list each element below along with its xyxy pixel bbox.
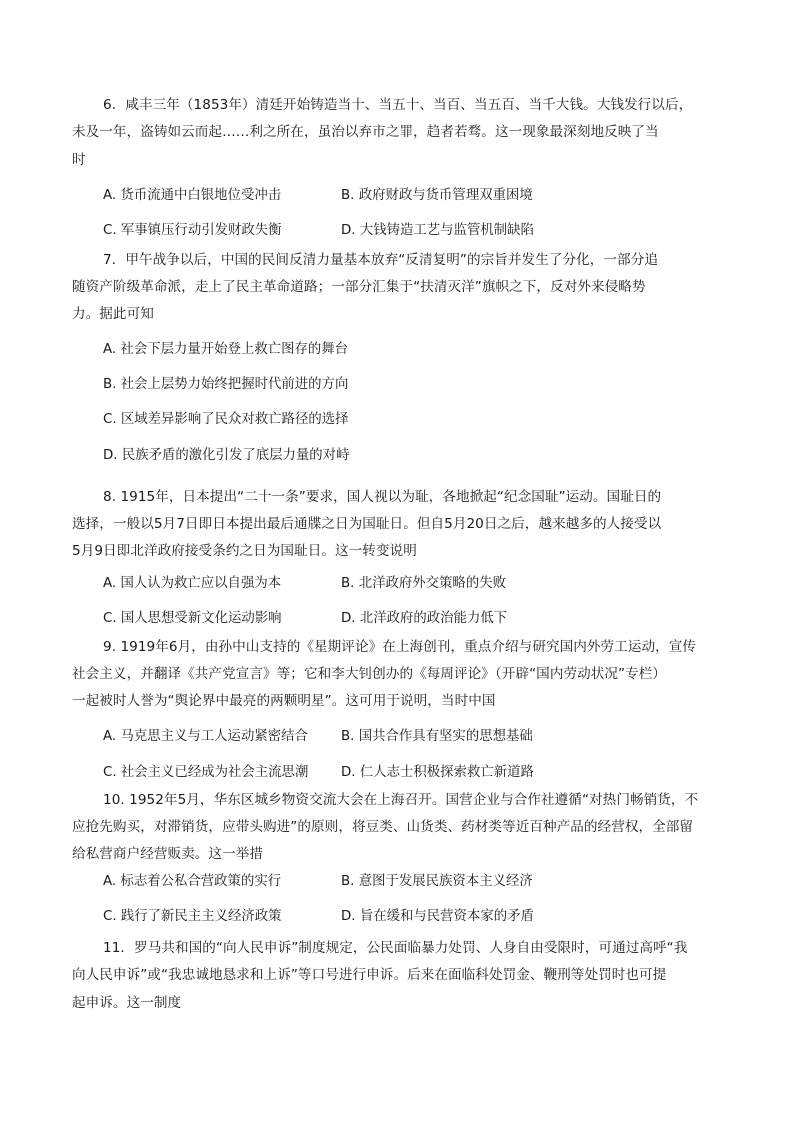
q10-stem-line-3: 给私营商户经营贩卖。这一举措 — [72, 846, 264, 862]
q10-option-c: C. 践行了新民主主义经济政策 — [103, 909, 282, 924]
q6-option-c: C. 军事镇压行动引发财政失衡 — [103, 223, 282, 238]
q8-option-c: C. 国人思想受新文化运动影响 — [103, 611, 282, 626]
q10-option-b: B. 意图于发展民族资本主义经济 — [341, 874, 533, 889]
q11-stem-line-3: 起申诉。这一制度 — [72, 995, 182, 1011]
q9-stem-line-1: 9. 1919年6月，由孙中山支持的《星期评论》在上海创刊，重点介绍与研究国内外劳工运动，宣传 — [103, 639, 697, 655]
q8-stem-line-1: 8. 1915年，日本提出“二十一条”要求，国人视以为耻，各地掀起“纪念国耻”运动。国耻日的 — [103, 489, 662, 505]
q9-stem-line-2: 社会主义，并翻译《共产党宣言》等；它和李大钊创办的《每周评论》（开辟“国内劳动状况”专栏） — [72, 666, 667, 682]
q11-stem-line-2: 向人民申诉”或“我忠诚地恳求和上诉”等口号进行申诉。后来在面临科处罚金、鞭刑等处罚时也可提 — [72, 967, 667, 983]
q7-stem-line-3: 力。据此可知 — [72, 306, 154, 322]
q9-stem-line-3: 一起被时人誉为“舆论界中最亮的两颗明星”。这可用于说明，当时中国 — [72, 693, 496, 709]
q7-option-d: D. 民族矛盾的激化引发了底层力量的对峙 — [103, 448, 350, 463]
q6-option-b: B. 政府财政与货币管理双重困境 — [341, 188, 533, 203]
q6-option-d: D. 大钱铸造工艺与监管机制缺陷 — [341, 223, 534, 238]
q10-option-a: A. 标志着公私合营政策的实行 — [103, 874, 282, 889]
q10-stem-line-2: 应抢先购买，对滞销货，应带头购进”的原则，将豆类、山货类、药材类等近百种产品的经营权，全部留 — [72, 819, 694, 835]
q9-option-a: A. 马克思主义与工人运动紧密结合 — [103, 729, 308, 744]
q6-stem-line-2: 未及一年，盗铸如云而起……利之所在，虽治以弃市之罪，趋者若骛。这一现象最深刻地反映了当 — [72, 124, 659, 140]
q9-option-b: B. 国共合作具有坚实的思想基础 — [341, 729, 533, 744]
q8-option-a: A. 国人认为救亡应以自强为本 — [103, 576, 282, 591]
q6-option-a: A. 货币流通中白银地位受冲击 — [103, 188, 282, 203]
q9-option-d: D. 仁人志士积极探索救亡新道路 — [341, 765, 534, 780]
q7-option-b: B. 社会上层势力始终把握时代前进的方向 — [103, 377, 349, 392]
q7-stem-line-1: 7．甲午战争以后，中国的民间反清力量基本放弃“反清复明”的宗旨并发生了分化，一部分追 — [103, 252, 658, 268]
q10-stem-line-1: 10. 1952年5月，华东区城乡物资交流大会在上海召开。国营企业与合作社遵循“对热门畅销货，不 — [103, 792, 699, 808]
q6-stem-line-1: 6．咸丰三年（1853年）清廷开始铸造当十、当五十、当百、当五百、当千大钱。大钱发行以后， — [103, 97, 693, 113]
q8-option-d: D. 北洋政府的政治能力低下 — [341, 611, 508, 626]
q10-option-d: D. 旨在缓和与民营资本家的矛盾 — [341, 909, 534, 924]
q8-stem-line-3: 5月9日即北洋政府接受条约之日为国耻日。这一转变说明 — [72, 543, 417, 559]
q8-option-b: B. 北洋政府外交策略的失败 — [341, 576, 506, 591]
q7-stem-line-2: 随资产阶级革命派，走上了民主革命道路；一部分汇集于“扶清灭洋”旗帜之下，反对外来侵略势 — [72, 279, 646, 295]
q11-stem-line-1: 11．罗马共和国的“向人民申诉”制度规定，公民面临暴力处罚、人身自由受限时，可通过高呼“我 — [103, 940, 688, 956]
q9-option-c: C. 社会主义已经成为社会主流思潮 — [103, 765, 309, 780]
q6-stem-line-3: 时 — [72, 152, 86, 168]
q7-option-a: A. 社会下层力量开始登上救亡图存的舞台 — [103, 342, 349, 357]
q7-option-c: C. 区域差异影响了民众对救亡路径的选择 — [103, 412, 349, 427]
q8-stem-line-2: 选择，一般以5月7日即日本提出最后通牒之日为国耻日。但自5月20日之后，越来越多的人接受以 — [72, 516, 662, 532]
